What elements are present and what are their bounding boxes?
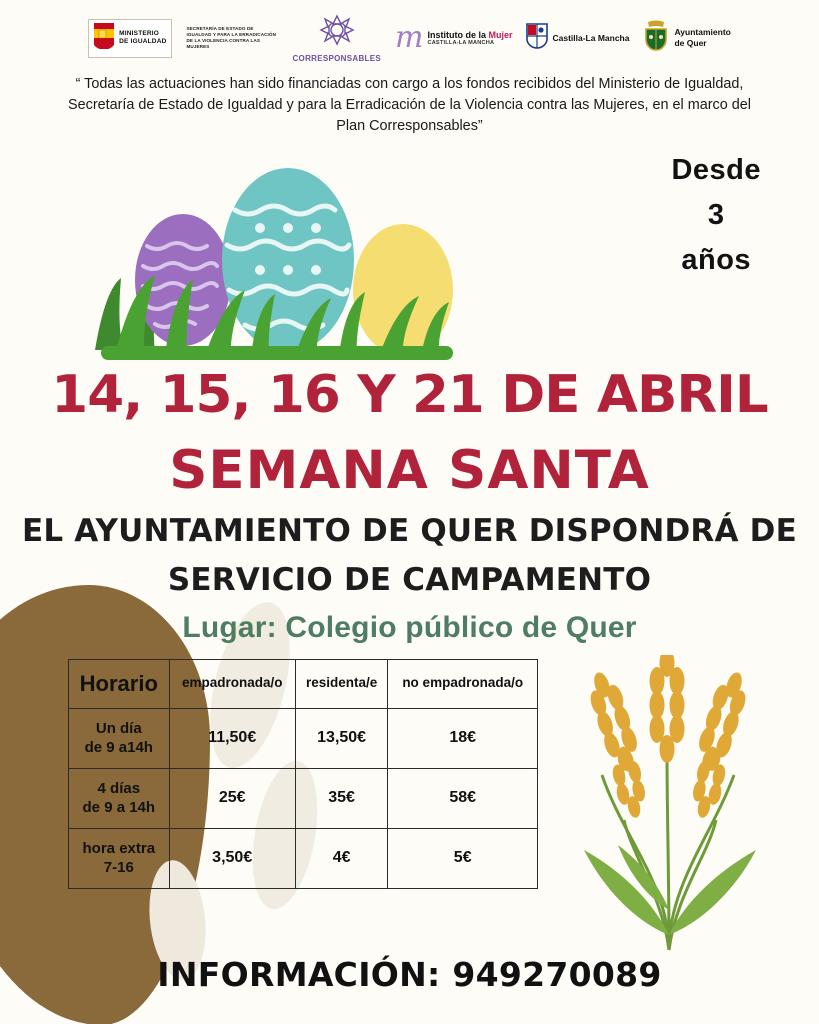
row-label-line2: 7-16 [103, 859, 134, 876]
age-badge-line1: Desde [671, 154, 761, 186]
row-label-hora-extra [69, 828, 170, 888]
cell-hora-extra-empadronada: 3,50€ [169, 828, 295, 888]
table-row [69, 768, 538, 828]
instituto-title [427, 30, 512, 41]
cell-4-dias-no-empadronada: 58€ [388, 768, 538, 828]
header-empadronada: empadronada/o [169, 660, 295, 709]
row-label-4-dias [69, 768, 170, 828]
event-heading: SEMANA SANTA [169, 439, 650, 501]
logo-strip [0, 0, 819, 68]
corresponsables-label: CORRESPONSABLES [292, 53, 381, 63]
ayuntamiento-label [674, 27, 730, 49]
header-residenta: residenta/e [295, 660, 388, 709]
ayuntamiento-line2: de Quer [674, 38, 707, 48]
information-line: INFORMACIÓN: 949270089 [157, 955, 662, 994]
headline-block [0, 365, 819, 645]
price-table-wrapper [68, 659, 538, 889]
subtitle-line1: EL AYUNTAMIENTO DE QUER DISPONDRÁ DE [21, 513, 797, 550]
dates-heading: 14, 15, 16 Y 21 DE ABRIL [51, 365, 768, 425]
row-label-line1: 4 días [97, 779, 141, 797]
instituto-m-initial-icon: m [395, 20, 424, 55]
logo-ayuntamiento-de-quer [643, 20, 730, 57]
cell-un-dia-no-empadronada: 18€ [388, 708, 538, 768]
table-header-row [69, 660, 538, 709]
table-row [69, 708, 538, 768]
place-line: Lugar: Colegio público de Quer [182, 611, 637, 645]
age-badge-line2: 3 [707, 198, 725, 231]
corresponsables-star-icon [311, 14, 363, 53]
logo-ministerio-de-igualdad [88, 19, 172, 58]
castilla-label: Castilla-La Mancha [552, 33, 630, 43]
header-no-empadronada: no empadronada/o [388, 660, 538, 709]
row-label-line1: hora extra [82, 839, 156, 857]
cell-un-dia-residenta: 13,50€ [295, 708, 388, 768]
age-badge-line3: años [681, 243, 752, 276]
row-label-line2: de 9 a14h [84, 739, 153, 756]
castilla-la-mancha-shield-icon [526, 23, 548, 54]
instituto-title-part2: Mujer [488, 29, 513, 40]
cell-un-dia-empadronada: 11,50€ [169, 708, 295, 768]
ministry-name-line2: DE IGUALDAD [119, 38, 167, 45]
quer-coat-of-arms-icon [643, 20, 669, 57]
subtitle-line2: SERVICIO DE CAMPAMENTO [167, 561, 652, 598]
row-label-line1: Un día [95, 719, 142, 737]
cell-hora-extra-no-empadronada: 5€ [388, 828, 538, 888]
row-label-un-dia [69, 708, 170, 768]
instituto-title-part1: Instituto de la [427, 29, 489, 40]
age-badge [671, 148, 761, 283]
cell-4-dias-empadronada: 25€ [169, 768, 295, 828]
logo-instituto-de-la-mujer [395, 20, 513, 55]
cell-4-dias-residenta: 35€ [295, 768, 388, 828]
logo-castilla-la-mancha [526, 23, 629, 54]
header-horario: Horario [69, 660, 170, 709]
cell-hora-extra-residenta: 4€ [295, 828, 388, 888]
funding-note: “ Todas las actuaciones han sido financiadas con cargo a los fondos recibidos del Ministerio de Igualdad, Secretaría de Estado de Igualdad y para la Erradicación de la Violencia contra las Mujeres, en el marco del Plan Corresponsables” [68, 76, 751, 134]
secretary-of-state-text: SECRETARÍA DE ESTADO DE IGUALDAD Y PARA LA ERRADICACIÓN DE LA VIOLENCIA CONTRA LAS MUJERES [186, 25, 277, 50]
ayuntamiento-line1: Ayuntamiento [674, 26, 731, 37]
table-row [69, 828, 538, 888]
instituto-region: CASTILLA-LA MANCHA [427, 40, 495, 47]
price-table [68, 659, 538, 889]
spain-flag-shield-icon [94, 23, 114, 54]
ministry-name-line1: MINISTERIO [119, 29, 160, 37]
logo-corresponsables [292, 14, 381, 63]
row-label-line2: de 9 a 14h [82, 799, 156, 816]
